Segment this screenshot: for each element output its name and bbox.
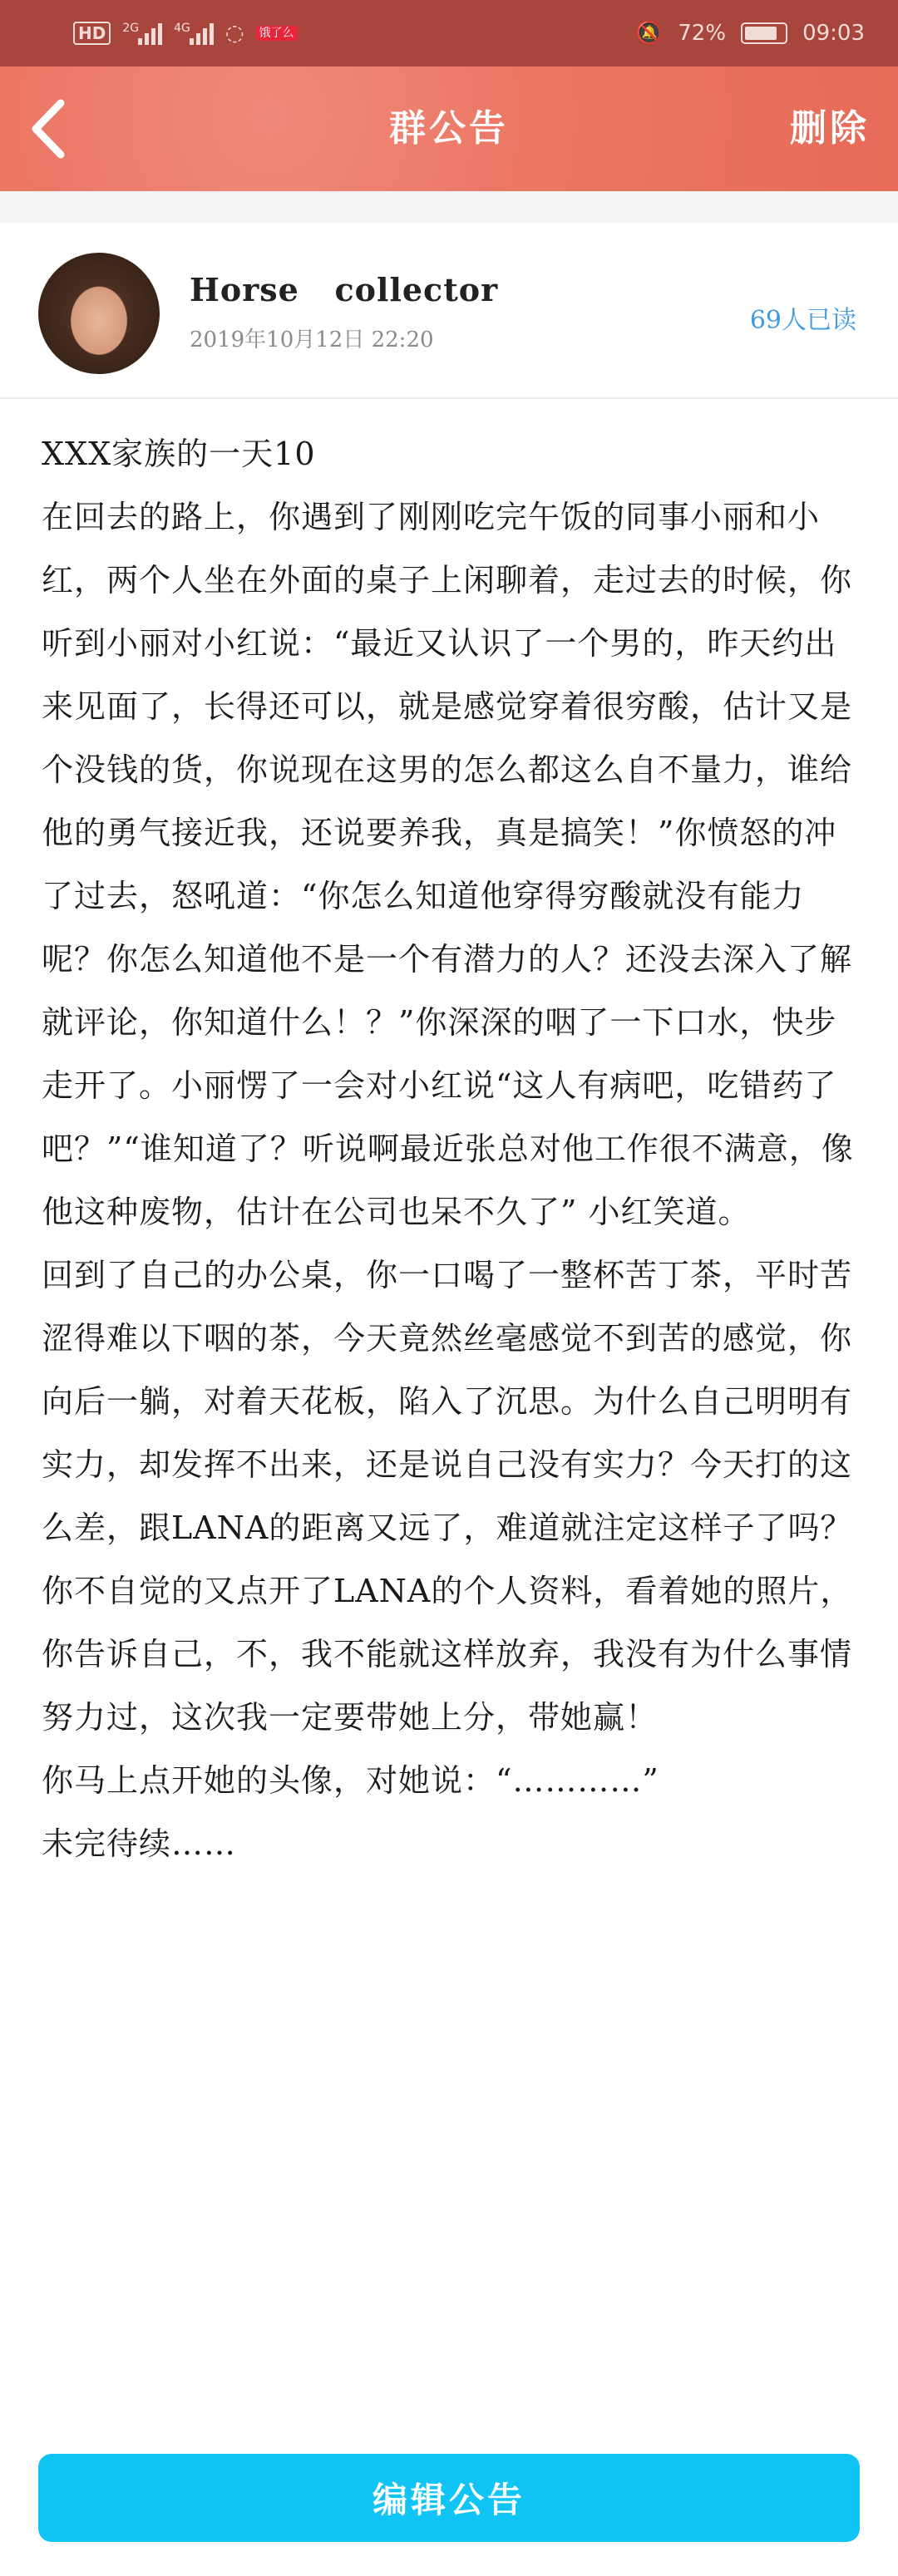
battery-percent: 72% (678, 21, 727, 46)
hd-voice-icon: HD (73, 22, 111, 45)
divider-band (0, 191, 898, 223)
mute-bell-icon: 🔕 (635, 21, 664, 46)
signal-icon-2: 4G (174, 22, 214, 45)
announcement-paragraph: 未完待续…… (42, 1825, 237, 1862)
title-bar (0, 66, 898, 191)
clock: 09:03 (802, 21, 865, 46)
announcement-paragraph: 在回去的路上，你遇到了刚刚吃完午饭的同事小丽和小红，两个人坐在外面的桌子上闲聊着，走过去的时候，你听到小丽对小红说：“最近又认识了一个男的，昨天约出来见面了，长得还可以，就是感觉穿着很穷酸，估计又是个没钱的货，你说现在这男的怎么都这么自不量力，谁给他的勇气接近我，还说要养我，真是搞笑！”你愤怒的冲了过去，怒吼道：“你怎么知道他穿得穷酸就没有能力呢？你怎么知道他不是一个有潜力的人？还没去深入了解就评论，你知道什么！？”你深深的咽了一下口水，快步走开了。小丽愣了一会对小红说“这人有病吧，吃错药了吧？”“谁知道了？听说啊最近张总对他工作很不满意，像他这种废物，估计在公司也呆不久了” 小红笑道。 (42, 499, 854, 1230)
announcement-paragraph: 你马上点开她的头像，对她说：“…………” (42, 1762, 659, 1799)
announcement-paragraph: 回到了自己的办公桌，你一口喝了一整杯苦丁茶，平时苦涩得难以下咽的茶，今天竟然丝毫感觉不到苦的感觉，你向后一躺，对着天花板，陷入了沉思。为什么自己明明有实力，却发挥不出来，还是说自己没有实力？今天打的这么差，跟LANA的距离又远了，难道就注定这样子了吗？ (42, 1257, 853, 1546)
status-bar (0, 0, 898, 66)
app-notification-icon: 饿了么 (256, 26, 298, 41)
read-count-link[interactable]: 69人已读 (749, 306, 856, 335)
delete-button[interactable]: 删除 (790, 107, 870, 150)
announcement-body (42, 422, 856, 1875)
post-date: 2019年10月12日 22:20 (190, 328, 434, 352)
back-arrow-icon (29, 98, 67, 160)
avatar[interactable] (38, 253, 160, 374)
back-button[interactable] (15, 91, 81, 166)
announcement-paragraph: 你不自觉的又点开了LANA的个人资料，看着她的照片，你告诉自己，不，我不能就这样放弃，我没有为什么事情努力过，这次我一定要带她上分，带她赢！ (42, 1573, 853, 1736)
page-title: 群公告 (389, 107, 509, 150)
author-section (0, 223, 898, 399)
signal-icon-1: 2G (122, 22, 162, 45)
wechat-icon: ◌ (224, 21, 244, 46)
author-name: Horse collector (190, 271, 499, 308)
battery-icon (741, 22, 787, 44)
announcement-title: XXX家族的一天10 (42, 436, 316, 472)
edit-announcement-button[interactable]: 编辑公告 (38, 2454, 860, 2542)
